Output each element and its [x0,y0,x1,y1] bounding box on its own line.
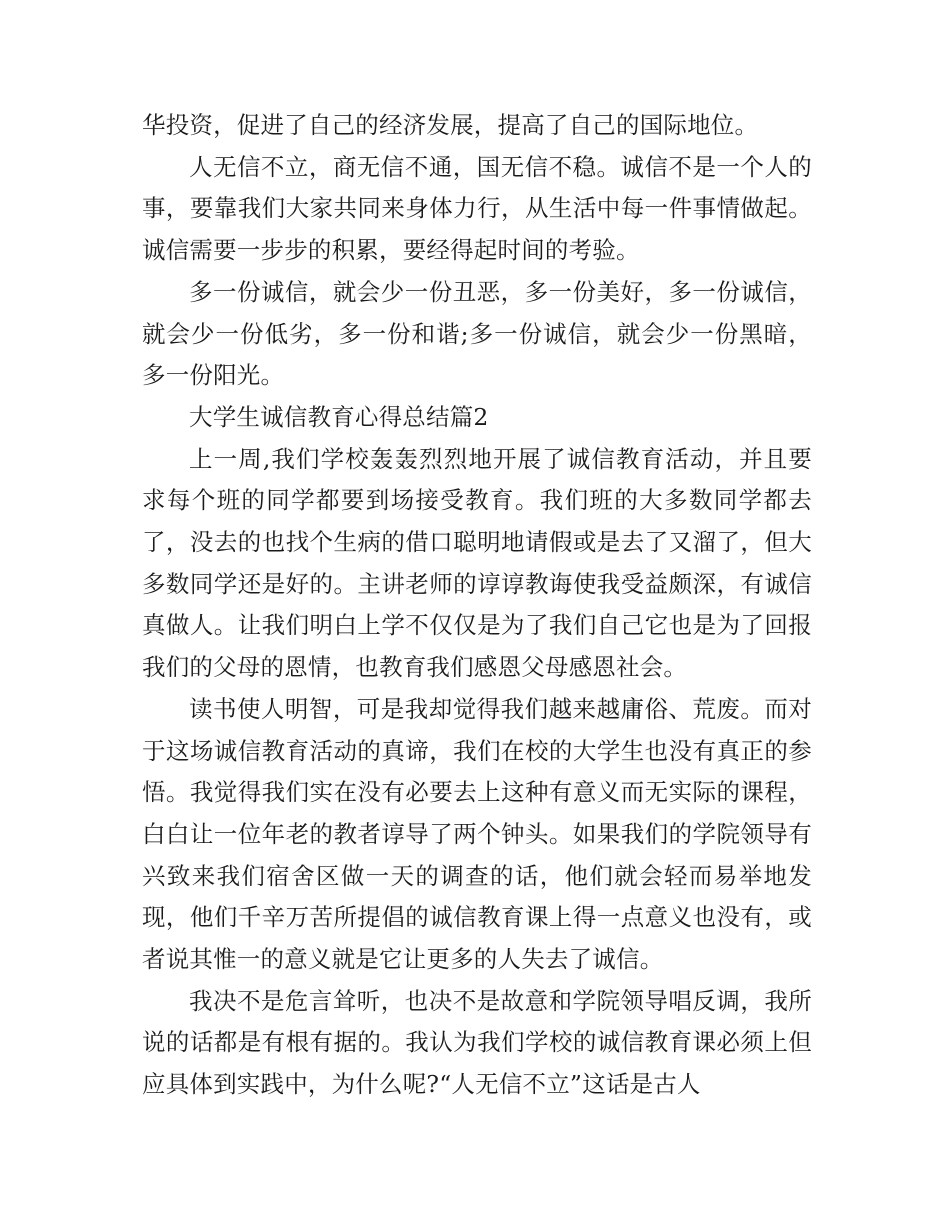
section-heading: 大学生诚信教育心得总结篇2 [189,402,489,431]
paragraph-more-integrity: 多一份诚信，就会少一份丑恶，多一份美好，多一份诚信，就会少一份低劣，多一份和谐;多一份诚信，就会少一份黑暗，多一份阳光。 [142,277,812,390]
paragraph-integrity-foundation: 人无信不立，商无信不通，国无信不稳。诚信不是一个人的事，要靠我们大家共同来身体力行，从生活中每一件事情做起。诚信需要一步步的积累，要经得起时间的考验。 [142,152,812,265]
paragraph-continuation: 华投资，促进了自己的经济发展，提高了自己的国际地位。 [142,111,759,139]
document-body [142,105,812,1106]
paragraph-reading: 读书使人明智，可是我却觉得我们越来越庸俗、荒废。而对于这场诚信教育活动的真谛，我们在校的大学生也没有真正的参悟。我觉得我们实在没有必要去上这种有意义而无实际的课程，白白让一位年老的教者谆导了两个钟头。如果我们的学院领导有兴致来我们宿舍区做一天的调查的话，他们就会轻而易举地发现，他们千辛万苦所提倡的诚信教育课上得一点意义也没有，或者说其惟一的意义就是它让更多的人失去了诚信。 [142,694,812,974]
paragraph-last-week: 上一周,我们学校轰轰烈烈地开展了诚信教育活动，并且要求每个班的同学都要到场接受教育。我们班的大多数同学都去了，没去的也找个生病的借口聪明地请假或是去了又溜了，但大多数同学还是好的。主讲老师的谆谆教诲使我受益颇深，有诚信真做人。让我们明白上学不仅仅是为了我们自己它也是为了回报我们的父母的恩情，也教育我们感恩父母感恩社会。 [142,444,812,682]
paragraph-not-alarmist: 我决不是危言耸听，也决不是故意和学院领导唱反调，我所说的话都是有根有据的。我认为我们学校的诚信教育课必须上但应具体到实践中，为什么呢?“人无信不立”这话是古人 [142,986,812,1099]
